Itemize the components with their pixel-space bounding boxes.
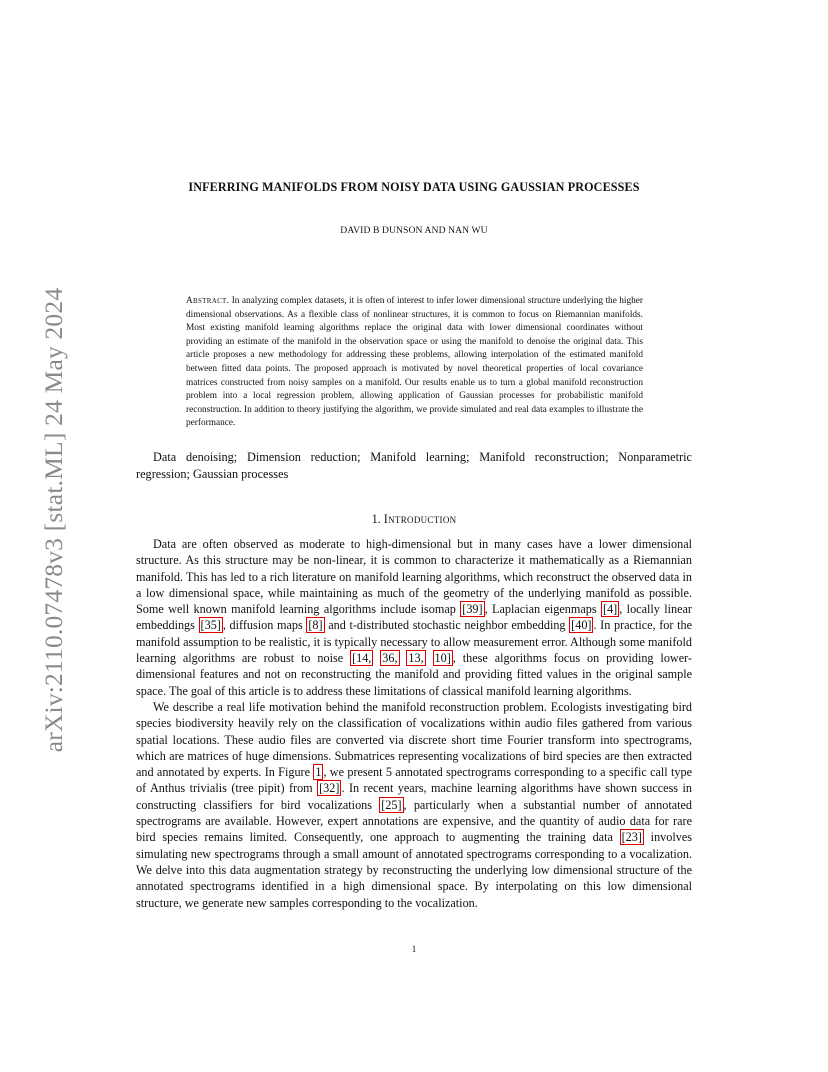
citation-link[interactable]: [4]	[603, 602, 618, 617]
text-run: . In recent years, machine learning algorithms have shown success in constructing classifiers for bird vocalizations	[136, 781, 692, 812]
text-run: involves simulating new spectrograms through a small amount of annotated spectrograms corresponding to a vocalization. We delve into this data augmentation strategy by reconstructing the underlying low dimensional structure of the annotated spectrograms identified in a high dimensional space. By interpolating on this low dimensional structure, we generate new samples corresponding to the vocalization.	[136, 830, 692, 910]
citation-link[interactable]: [32]	[319, 781, 340, 796]
text-run: . In practice, for the manifold assumption to be realistic, it is typically necessary to allow measurement error. Although some manifold learning algorithms are robust to noise	[136, 618, 692, 666]
page-number: 1	[411, 944, 417, 954]
paper-title: INFERRING MANIFOLDS FROM NOISY DATA USING GAUSSIAN PROCESSES	[188, 180, 640, 194]
text-run: Data are often observed as moderate to high-dimensional but in many cases have a lower dimensional structure. As this structure may be non-linear, it is common to characterize it mathematically as a Riemannian manifold. This has led to a rich literature on manifold learning algorithms, which reconstruct the observed data in a low dimensional space, while maintaining as much of the geometry of the underlying manifold as possible. Some well known manifold learning algorithms include isomap	[136, 537, 692, 617]
text-run: , these algorithms focus on providing lower-dimensional features and not on reconstructing the manifold and providing fitted values in the original sample space. The goal of this article is to address these limitations of classical manifold learning algorithms.	[136, 651, 692, 698]
keywords: Data denoising; Dimension reduction; Manifold learning; Manifold reconstruction; Nonparametric regression; Gaussian processes	[136, 450, 692, 481]
paper-authors: DAVID B DUNSON AND NAN WU	[340, 225, 488, 236]
abstract	[186, 295, 643, 431]
citation-link[interactable]: [14,	[352, 651, 372, 666]
citation-link[interactable]: [35]	[200, 618, 221, 633]
text-run: , Laplacian eigenmaps	[484, 602, 602, 617]
figure-link[interactable]: 1	[315, 765, 322, 780]
citation-link[interactable]: [40]	[571, 618, 592, 633]
text-run: , locally linear embeddings	[136, 602, 692, 633]
paragraph	[136, 699, 692, 911]
abstract-text: In analyzing complex datasets, it is often of interest to infer lower dimensional structure underlying the higher dimensional observations. As a flexible class of nonlinear structures, it is common to focus on Riemannian manifolds. Most existing manifold learning algorithms replace the original data with lower dimensional coordinates without providing an estimate of the manifold in the observation space or using the manifold to denoise the original data. This article proposes a new methodology for addressing these problems, allowing interpolation of the estimated manifold between fitted data points. The proposed approach is motivated by novel theoretical properties of local covariance matrices constructed from noisy samples on a manifold. Our results enable us to turn a global manifold reconstruction problem into a local regression problem, allowing application of Gaussian processes for probabilistic manifold reconstruction. In addition to theory justifying the algorithm, we provide simulated and real data examples to illustrate the performance.	[186, 296, 643, 429]
section-heading	[0, 512, 828, 527]
citation-link[interactable]: [25]	[381, 797, 402, 812]
arxiv-side-stamp: arXiv:2110.07478v3 [stat.ML] 24 May 2024	[39, 287, 68, 753]
abstract-label: Abstract.	[186, 296, 230, 306]
citation-link[interactable]: 36,	[382, 651, 398, 666]
citation-link[interactable]: [8]	[308, 618, 323, 633]
text-run: , diffusion maps	[222, 618, 307, 633]
citation-link[interactable]: 10]	[434, 651, 451, 666]
text-run: , we present 5 annotated spectrograms corresponding to a specific call type of Anthus trivialis (tree pipit) from	[136, 765, 693, 796]
text-run: We describe a real life motivation behind the manifold reconstruction problem. Ecologists investigating bird species biodiversity heavily rely on the classification of vocalizations within audio files gathered from various spatial locations. These audio files are converted via discrete short time Fourier transform into spectrograms, which are matrices of huge dimensions. Submatrices representing vocalizations of bird species are then extracted and annotated by experts. In Figure	[136, 699, 692, 780]
citation-link[interactable]: [39]	[462, 602, 483, 617]
citation-link[interactable]: 13,	[408, 651, 424, 666]
paragraph	[136, 536, 692, 699]
section-number: 1.	[371, 512, 381, 526]
citation-link[interactable]: [23]	[621, 830, 642, 845]
text-run: and t-distributed stochastic neighbor embedding	[324, 618, 570, 633]
body-text	[136, 536, 692, 911]
section-title: Introduction	[383, 512, 457, 526]
text-run: , particularly when a substantial number of annotated spectrograms are available. However, expert annotations are expensive, and the quantity of audio data for rare bird species remains limited. Consequently, one approach to augmenting the training data	[136, 797, 692, 845]
